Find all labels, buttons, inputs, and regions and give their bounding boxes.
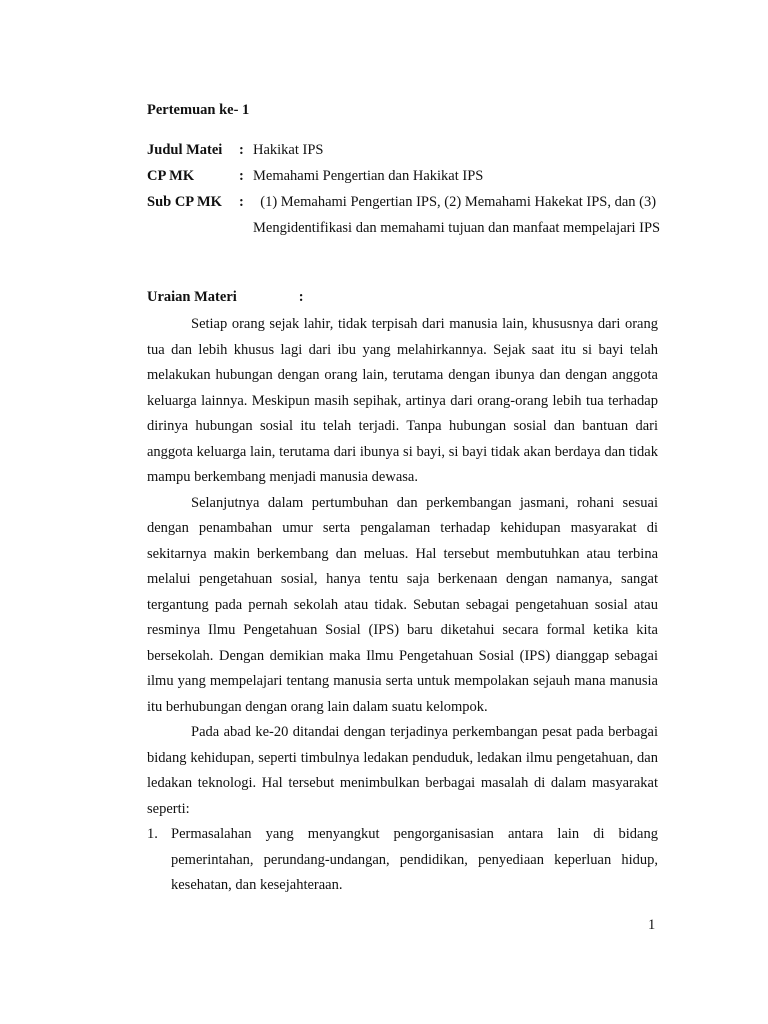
paragraph: Pada abad ke-20 ditandai dengan terjadinya perkembangan pesat pada berbagai bidang kehidupan, seperti timbulnya ledakan penduduk, ledakan ilmu pengetahuan, dan ledakan teknologi. Hal tersebut menimbulkan berbagai masalah di dalam masyarakat seperti:: [147, 724, 658, 817]
meta-key: Sub CP MK: [147, 194, 222, 210]
meta-colon: :: [239, 142, 244, 158]
section-heading: [147, 289, 304, 306]
paragraph: Selanjutnya dalam pertumbuhan dan perkembangan jasmani, rohani sesuai dengan penambahan umur serta pengalaman terhadap kehidupan masyarakat di sekitarnya makin berkembang dan meluas. Hal tersebut membutuhkan atau terbina melalui pengetahuan sosial, hanya tentu saja berkenaan dengan namanya, sangat tergantung pada pernah sekolah atau tidak. Sebutan sebagai pengetahuan sosial atau resminya Ilmu Pengetahuan Sosial (IPS) baru diketahui secara formal ketika kita bersekolah. Dengan demikian maka Ilmu Pengetahuan Sosial (IPS) dianggap sebagai ilmu yang mempelajari tentang manusia serta untuk mempolakan sejauh mana manusia itu berhubungan dengan orang lain dalam suatu kelompok.: [147, 494, 658, 715]
body-text: [147, 312, 658, 899]
meta-row-cpmk: [147, 163, 667, 189]
document-heading: Pertemuan ke- 1: [147, 102, 250, 118]
course-meta: [147, 137, 667, 241]
meta-row-judul: [147, 137, 667, 163]
section-colon: :: [298, 289, 304, 305]
meta-value: Hakikat IPS: [253, 142, 324, 158]
meta-colon: :: [239, 194, 244, 210]
meta-key: Judul Matei: [147, 142, 223, 158]
meta-colon: :: [239, 168, 244, 184]
meta-key: CP MK: [147, 168, 195, 184]
meta-row-subcpmk: [147, 189, 667, 241]
meta-value: (1) Memahami Pengertian IPS, (2) Memahami Hakekat IPS, dan (3) Mengidentifikasi dan memahami tujuan dan manfaat mempelajari IPS: [253, 194, 661, 236]
list-item-text: Permasalahan yang menyangkut pengorganisasian antara lain di bidang pemerintahan, perundang-undangan, pendidikan, penyediaan keperluan hidup, kesehatan, dan kesejahteraan.: [171, 826, 658, 893]
paragraph: Setiap orang sejak lahir, tidak terpisah dari manusia lain, khususnya dari orang tua dan lebih khusus lagi dari ibu yang melahirkannya. Sejak saat itu si bayi telah melakukan hubungan dengan orang lain, terutama dengan ibunya dan dengan anggota keluarga lainnya. Meskipun masih sepihak, artinya dari orang-orang lebih tua terhadap dirinya hubungan sosial itu telah terjadi. Tanpa hubungan sosial dan bantuan dari anggota keluarga lain, terutama dari ibunya si bayi, si bayi tidak akan berdaya dan tidak mampu berkembang menjadi manusia dewasa.: [147, 316, 658, 485]
list-item: [147, 822, 658, 899]
list-item-number: 1.: [147, 826, 158, 842]
section-label: Uraian Materi: [147, 289, 237, 305]
numbered-list: [147, 822, 658, 899]
meta-value: Memahami Pengertian dan Hakikat IPS: [253, 168, 484, 184]
page-number: 1: [648, 917, 656, 933]
